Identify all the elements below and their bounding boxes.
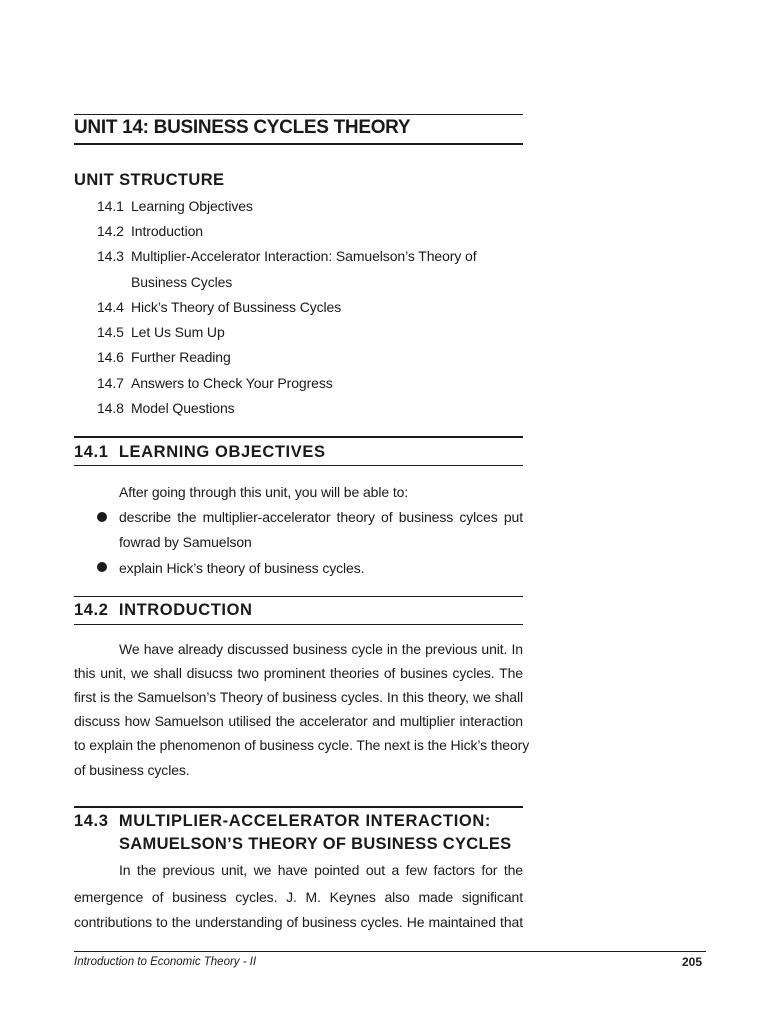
unit-structure-heading: UNIT STRUCTURE — [74, 171, 225, 189]
objective-item: describe the multiplier-accelerator theory of business cylces put — [119, 509, 523, 525]
section-heading-learning-objectives: 14.1 LEARNING OBJECTIVES — [74, 443, 326, 461]
section-top-rule — [74, 436, 523, 438]
toc-item-label: Business Cycles — [131, 274, 233, 290]
toc-item-number: 14.6 — [97, 349, 124, 365]
paragraph-line: of business cycles. — [74, 762, 190, 778]
toc-item-continuation — [131, 274, 232, 290]
toc-item-number: 14.7 — [97, 375, 124, 391]
paragraph-line: In the previous unit, we have pointed out a few factors for the — [119, 862, 523, 878]
paragraph-line: discuss how Samuelson utilised the accelerator and multiplier interaction — [74, 713, 523, 729]
toc-item — [97, 299, 341, 315]
objectives-intro: After going through this unit, you will be able to: — [119, 484, 409, 500]
title-bottom-rule — [74, 143, 523, 145]
toc-item-label: Answers to Check Your Progress — [131, 375, 333, 391]
toc-item-number: 14.2 — [97, 223, 124, 239]
bullet-icon — [97, 562, 107, 572]
paragraph-line: to explain the phenomenon of business cycle. The next is the Hick’s theory — [74, 737, 530, 753]
paragraph-line: contributions to the understanding of business cycles. He maintained that — [74, 914, 523, 930]
toc-item-label: Introduction — [131, 223, 203, 239]
section-top-rule — [74, 596, 523, 597]
bullet-icon — [97, 512, 107, 522]
toc-item-number: 14.4 — [97, 299, 124, 315]
toc-item-number: 14.3 — [97, 248, 124, 264]
section-heading-multiplier-accelerator-line2: SAMUELSON’S THEORY OF BUSINESS CYCLES — [119, 835, 512, 853]
toc-item — [97, 349, 231, 365]
toc-item-number: 14.1 — [97, 198, 124, 214]
section-bottom-rule — [74, 624, 523, 625]
toc-item-label: Hick’s Theory of Bussiness Cycles — [131, 299, 342, 315]
paragraph-line: emergence of business cycles. J. M. Keynes also made significant — [74, 889, 523, 905]
paragraph-line: We have already discussed business cycle in the previous unit. In — [119, 641, 523, 657]
paragraph-line: this unit, we shall disucss two prominent theories of busines cycles. The — [74, 665, 523, 681]
toc-item-label: Multiplier-Accelerator Interaction: Samuelson’s Theory of — [131, 248, 477, 264]
toc-item-label: Further Reading — [131, 349, 231, 365]
section-heading-multiplier-accelerator: 14.3 MULTIPLIER-ACCELERATOR INTERACTION: — [74, 812, 491, 830]
toc-item-label: Learning Objectives — [131, 198, 253, 214]
paragraph-line: first is the Samuelson’s Theory of business cycles. In this theory, we shall — [74, 689, 523, 705]
toc-item-label: Let Us Sum Up — [131, 324, 225, 340]
toc-item — [97, 223, 203, 239]
toc-item-number: 14.5 — [97, 324, 124, 340]
toc-item — [97, 324, 225, 340]
toc-item-number: 14.8 — [97, 400, 124, 416]
toc-item — [97, 375, 333, 391]
objective-item: explain Hick’s theory of business cycles. — [119, 560, 365, 576]
toc-item-label: Model Questions — [131, 400, 235, 416]
objective-item-continuation: fowrad by Samuelson — [119, 534, 252, 550]
unit-title: UNIT 14: BUSINESS CYCLES THEORY — [74, 117, 411, 138]
title-top-rule — [74, 114, 523, 115]
toc-item — [97, 400, 235, 416]
toc-item — [97, 198, 253, 214]
section-heading-introduction: 14.2 INTRODUCTION — [74, 601, 253, 619]
footer-rule — [74, 951, 706, 952]
footer-book-title: Introduction to Economic Theory - II — [74, 956, 257, 968]
section-bottom-rule — [74, 465, 523, 466]
page-number: 205 — [682, 955, 703, 969]
section-top-rule — [74, 806, 523, 808]
toc-item — [97, 248, 477, 264]
